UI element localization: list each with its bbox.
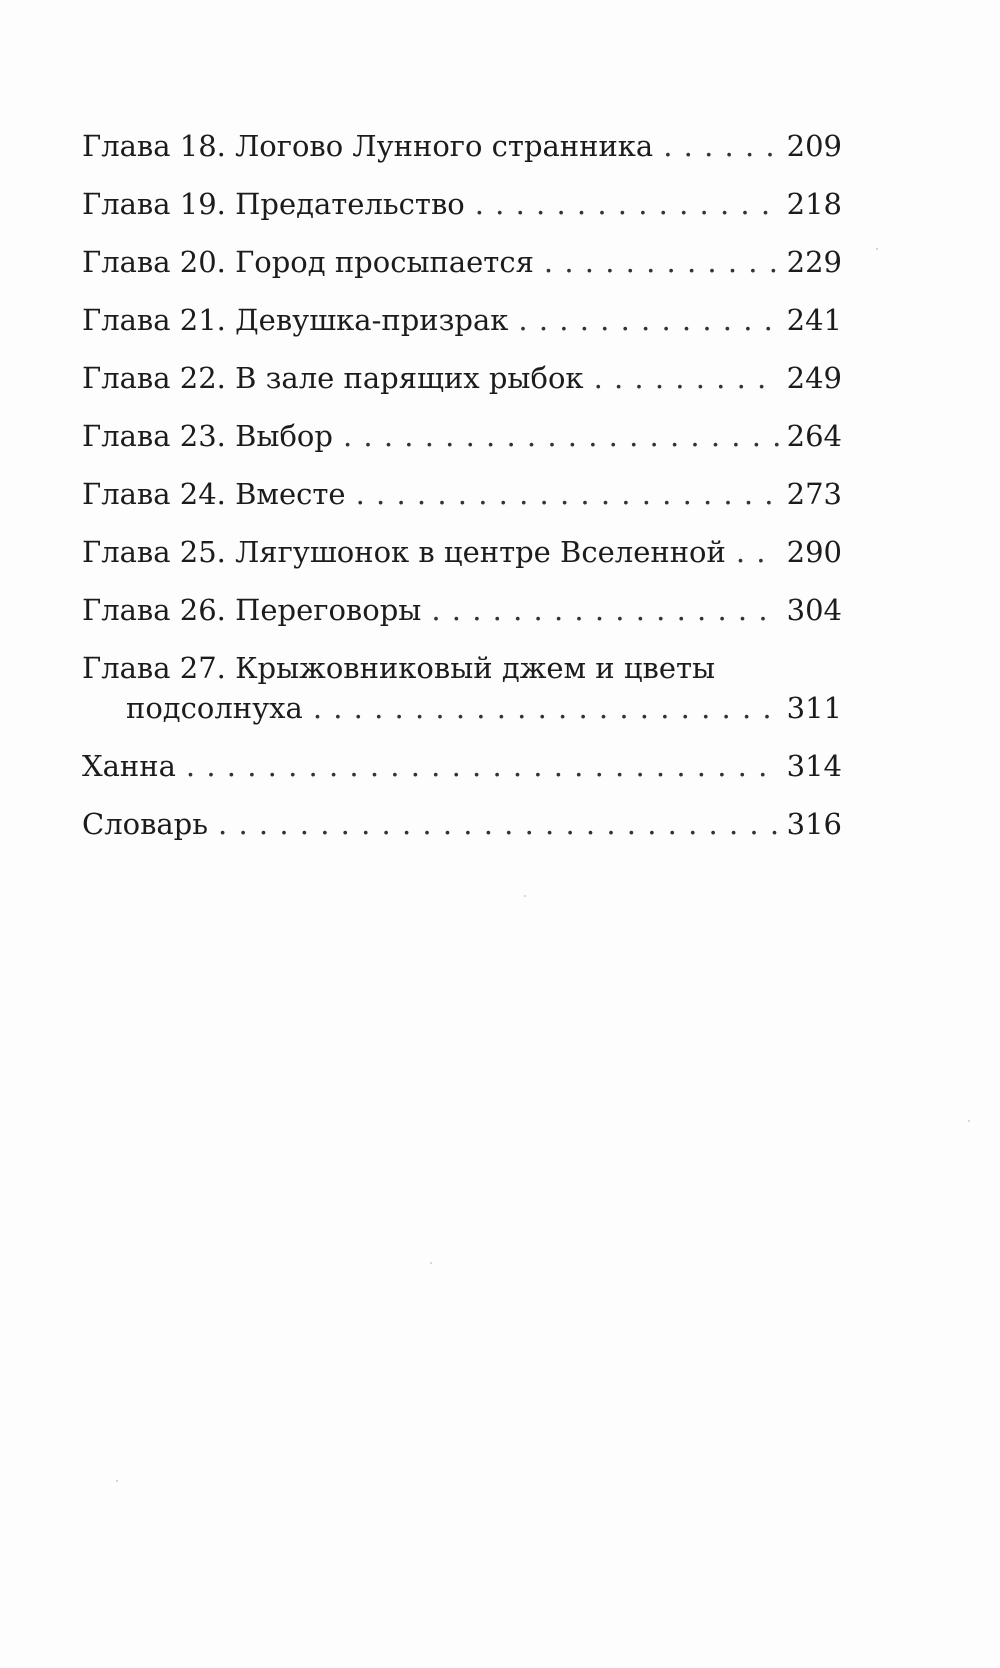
dot-leader <box>431 592 778 628</box>
toc-entry-title: Глава 21. Девушка-призрак <box>82 303 509 337</box>
toc-entry-title: Глава 27. Крыжовниковый джем и цветы <box>82 651 716 685</box>
toc-entry-glossary[interactable] <box>82 806 842 864</box>
table-of-contents <box>82 128 842 864</box>
toc-entry-title: Словарь <box>82 807 209 841</box>
toc-entry-title: Глава 23. Выбор <box>82 419 333 453</box>
dot-leader <box>518 302 778 338</box>
dot-leader <box>663 128 778 164</box>
toc-entry-chapter-25[interactable] <box>82 534 842 592</box>
toc-entry-title: Глава 22. В зале парящих рыбок <box>82 361 584 395</box>
dot-leader <box>356 476 779 512</box>
toc-entry-title: Глава 20. Город просыпается <box>82 245 534 279</box>
toc-entry-page: 314 <box>786 749 842 783</box>
dot-leader <box>313 690 779 726</box>
toc-entry-chapter-19[interactable] <box>82 186 842 244</box>
dot-leader <box>218 806 779 842</box>
toc-entry-page: 304 <box>786 593 842 627</box>
toc-entry-title: Глава 18. Логово Лунного странника <box>82 129 654 163</box>
toc-entry-page: 218 <box>786 187 842 221</box>
toc-entry-chapter-22[interactable] <box>82 360 842 418</box>
paper-speck <box>116 1480 118 1482</box>
toc-entry-chapter-27[interactable] <box>82 650 842 748</box>
toc-entry-chapter-20[interactable] <box>82 244 842 302</box>
toc-entry-hanna[interactable] <box>82 748 842 806</box>
toc-entry-title: Ханна <box>82 749 176 783</box>
toc-entry-page: 264 <box>786 419 842 453</box>
toc-entry-title: Глава 19. Предательство <box>82 187 465 221</box>
toc-entry-chapter-23[interactable] <box>82 418 842 476</box>
paper-speck <box>968 1120 970 1122</box>
toc-entry-title: Глава 26. Переговоры <box>82 593 422 627</box>
dot-leader <box>736 534 779 570</box>
toc-entry-page: 229 <box>786 245 842 279</box>
paper-speck <box>524 895 526 897</box>
dot-leader <box>544 244 779 280</box>
toc-entry-title: Глава 24. Вместе <box>82 477 346 511</box>
toc-entry-chapter-26[interactable] <box>82 592 842 650</box>
paper-speck <box>430 1262 432 1264</box>
dot-leader <box>186 748 779 784</box>
toc-entry-title: Глава 25. Лягушонок в центре Вселенной <box>82 535 726 569</box>
toc-entry-page: 249 <box>786 361 842 395</box>
toc-entry-chapter-21[interactable] <box>82 302 842 360</box>
toc-entry-page: 311 <box>786 691 842 725</box>
toc-entry-page: 273 <box>786 477 842 511</box>
toc-entry-page: 316 <box>786 807 842 841</box>
dot-leader <box>475 186 779 222</box>
toc-entry-title-continued: подсолнуха <box>126 691 303 725</box>
dot-leader <box>343 418 779 454</box>
toc-entry-page: 241 <box>786 303 842 337</box>
dot-leader <box>594 360 779 396</box>
toc-entry-page: 290 <box>786 535 842 569</box>
paper-speck <box>876 248 878 250</box>
toc-entry-chapter-24[interactable] <box>82 476 842 534</box>
toc-entry-chapter-18[interactable] <box>82 128 842 186</box>
toc-entry-page: 209 <box>786 129 842 163</box>
